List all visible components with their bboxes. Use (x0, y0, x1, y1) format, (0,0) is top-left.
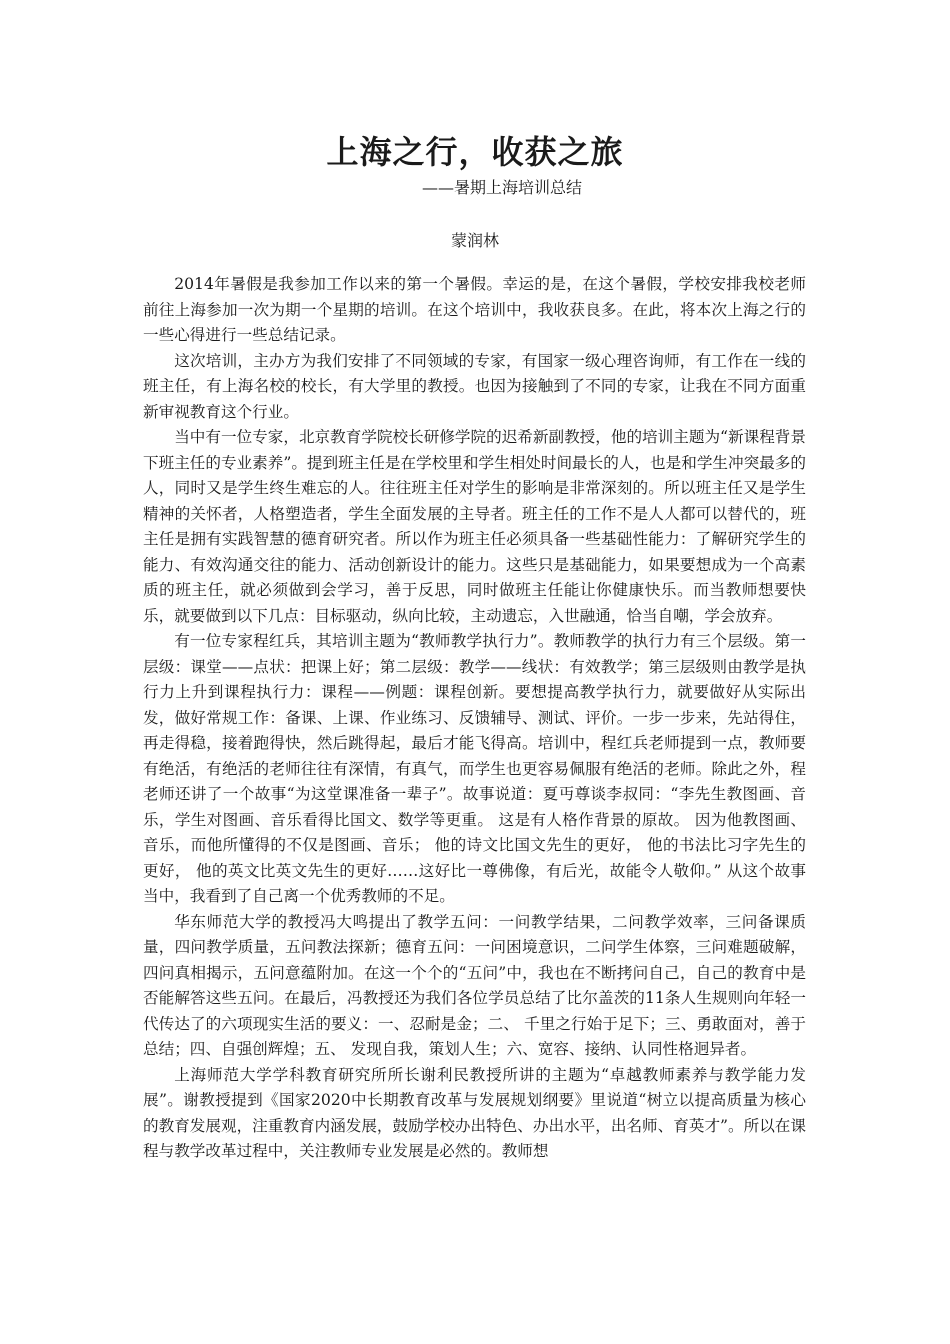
paragraph-6: 上海师范大学学科教育研究所所长谢利民教授所讲的主题为“卓越教师素养与教学能力发展”。谢教授提到《国家2020中长期教育改革与发展规划纲要》里说道“树立以提高质量为核心的教育发展观，注重教育内涵发展，鼓励学校办出特色、办出水平，出名师、育英才”。所以在课程与教学改革过程中，关注教师专业发展是必然的。教师想 (143, 1065, 806, 1160)
paragraph-4: 有一位专家程红兵，其培训主题为“教师教学执行力”。教师教学的执行力有三个层级。第一层级：课堂——点状：把课上好；第二层级：教学——线状：有效教学；第三层级则由教学是执行力上升到课程执行力：课程——例题：课程创新。要想提高教学执行力，就要做好从实际出发，做好常规工作：备课、上课、作业练习、反馈辅导、测试、评价。一步一步来，先站得住，再走得稳，接着跑得快，然后跳得起，最后才能飞得高。培训中，程红兵老师提到一点，教师要有绝活，有绝活的老师往往有深情，有真气，而学生也更容易佩服有绝活的老师。除此之外，程老师还讲了一个故事“为这堂课准备一辈子”。故事说道：夏丏尊谈李叔同：“李先生教图画、音乐，学生对图画、音乐看得比国文、数学等更重。 这是有人格作背景的原故。 因为他教图画、音乐，而他所懂得的不仅是图画、音乐； 他的诗文比国文先生的更好， 他的书法比习字先生的更好， 他的英文比英文先生的更好……这好比一尊佛像，有后光，故能令人敬仰。” 从这个故事当中，我看到了自己离一个优秀教师的不足。 (143, 632, 806, 905)
document-subtitle: ——暑期上海培训总结 (422, 178, 583, 197)
paragraph-5: 华东师范大学的教授冯大鸣提出了教学五问：一问教学结果，二问教学效率，三问备课质量，四问教学质量，五问教法探新；德育五问：一问困境意识，二问学生体察，三问难题破解，四问真相揭示，五问意蕴附加。在这一个个的“五问”中，我也在不断拷问自己，自己的教育中是否能解答这些五问。在最后，冯教授还为我们各位学员总结了比尔盖茨的11条人生规则向年轻一代传达了的六项现实生活的要义：一、忍耐是金；二、 千里之行始于足下；三、勇敢面对，善于总结；四、自强创辉煌；五、 发现自我，策划人生；六、宽容、接纳、认同性格迥异者。 (143, 912, 806, 1058)
document-title: 上海之行，收获之旅 (326, 133, 624, 171)
document-body (143, 272, 806, 1165)
paragraph-2: 这次培训，主办方为我们安排了不同领域的专家，有国家一级心理咨询师，有工作在一线的班主任，有上海名校的校长，有大学里的教授。也因为接触到了不同的专家，让我在不同方面重新审视教育这个行业。 (143, 351, 806, 421)
paragraph-1: 2014年暑假是我参加工作以来的第一个暑假。幸运的是，在这个暑假，学校安排我校老师前往上海参加一次为期一个星期的培训。在这个培训中，我收获良多。在此，将本次上海之行的一些心得进行一些总结记录。 (143, 275, 806, 344)
document-author: 蒙润林 (450, 231, 499, 250)
paragraph-3: 当中有一位专家，北京教育学院校长研修学院的迟希新副教授，他的培训主题为“新课程背景下班主任的专业素养”。提到班主任是在学校里和学生相处时间最长的人，也是和学生冲突最多的人，同时又是学生终生难忘的人。往往班主任对学生的影响是非常深刻的。所以班主任又是学生精神的关怀者，人格塑造者，学生全面发展的主导者。班主任的工作不是人人都可以替代的，班主任是拥有实践智慧的德育研究者。所以作为班主任必须具备一些基础性能力：了解研究学生的能力、有效沟通交往的能力、活动创新设计的能力。这些只是基础能力，如果要想成为一个高素质的班主任，就必须做到会学习，善于反思，同时做班主任能让你健康快乐。而当教师想要快乐，就要做到以下几点：目标驱动，纵向比较，主动遗忘，入世融通，恰当自嘲，学会放弃。 (143, 428, 806, 625)
